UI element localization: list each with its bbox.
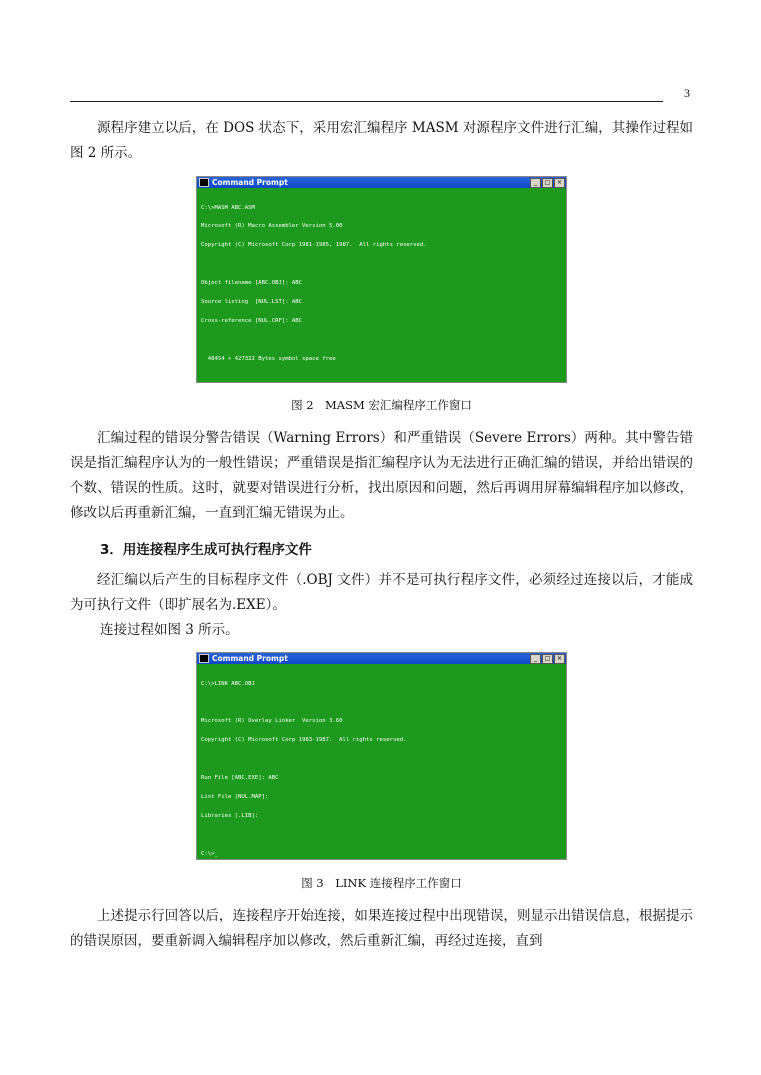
- header-rule: [70, 101, 663, 102]
- close-button[interactable]: ×: [554, 178, 565, 188]
- window-title: Command Prompt: [212, 178, 288, 187]
- console-line: Cross-reference [NUL.CRF]: ABC: [201, 317, 303, 324]
- console-line: Microsoft (R) Macro Assembler Version 5.00: [201, 223, 343, 230]
- minimize-button[interactable]: _: [530, 178, 541, 188]
- console-line: 48454 + 427322 Bytes symbol space free: [201, 355, 336, 362]
- paragraph-4: 连接过程如图 3 所示。: [100, 622, 239, 638]
- section-heading-3: 3．用连接程序生成可执行程序文件: [100, 542, 312, 558]
- paragraph-1: 源程序建立以后，在 DOS 状态下，采用宏汇编程序 MASM 对源程序文件进行汇编，其操作过程如图 2 所示。: [70, 120, 693, 161]
- console-line: Microsoft (R) Overlay Linker Version 3.60: [201, 718, 343, 725]
- console-line: [201, 699, 562, 705]
- console-line: [201, 337, 562, 343]
- minimize-button[interactable]: _: [530, 654, 541, 664]
- console-output: [197, 664, 566, 874]
- command-prompt-icon: [199, 178, 209, 187]
- figure-3-command-window: [196, 652, 567, 860]
- window-title: Command Prompt: [212, 654, 288, 663]
- console-line: C:\>LINK ABC.OBJ: [201, 680, 255, 687]
- console-line: Copyright (C) Microsoft Corp 1981-1985, 1987. All rights reserved.: [201, 242, 427, 249]
- page-number: 3: [684, 86, 690, 100]
- console-line: [201, 756, 562, 762]
- console-line: [201, 261, 562, 267]
- window-titlebar: [197, 177, 566, 188]
- console-line: [201, 375, 562, 381]
- console-line: [201, 832, 562, 838]
- figure-3-caption: 图 3 LINK 连接程序工作窗口: [301, 876, 462, 890]
- console-line: Libraries [.LIB]:: [201, 812, 259, 819]
- paragraph-5: 上述提示行回答以后，连接程序开始连接，如果连接过程中出现错误，则显示出错误信息，根据提示的错误原因，要重新调入编辑程序加以修改，然后重新汇编，再经过连接，直到: [70, 908, 693, 949]
- console-line: C:\>_: [201, 850, 218, 857]
- paragraph-2: 汇编过程的错误分警告错误（Warning Errors）和严重错误（Severe Errors）两种。其中警告错误是指汇编程序认为的一般性错误；严重错误是指汇编程序认为无法进行正确汇编的错误，并给出错误的个数、错误的性质。这时，就要对错误进行分析，找出原因和问题，然后再调用屏幕编辑程序加以修改，修改以后再重新汇编，一直到汇编无错误为止。: [70, 430, 693, 521]
- console-line: 0 Warning Errors: [201, 393, 276, 400]
- command-prompt-icon: [199, 654, 209, 663]
- console-line: C:\>MASM ABC.ASM: [201, 204, 255, 211]
- close-button[interactable]: ×: [554, 654, 565, 664]
- console-line: Object filename [ABC.OBJ]: ABC: [201, 280, 303, 287]
- console-line: Run File [ABC.EXE]: ABC: [201, 775, 279, 782]
- window-titlebar: [197, 653, 566, 664]
- paragraph-3: 经汇编以后产生的目标程序文件（.OBJ 文件）并不是可执行程序文件，必须经过连接以后，才能成为可执行文件（即扩展名为.EXE）。: [70, 572, 693, 613]
- console-line: List File [NUL.MAP]:: [201, 793, 269, 800]
- console-line: Source listing [NUL.LST]: ABC: [201, 299, 303, 306]
- console-line: Copyright (C) Microsoft Corp 1983-1987. All rights reserved.: [201, 737, 407, 744]
- console-line: 0 Severe Errors: [201, 412, 276, 419]
- maximize-button[interactable]: □: [542, 654, 553, 664]
- maximize-button[interactable]: □: [542, 178, 553, 188]
- figure-2-caption: 图 2 MASM 宏汇编程序工作窗口: [291, 398, 472, 412]
- console-line: C:\>_: [201, 450, 218, 457]
